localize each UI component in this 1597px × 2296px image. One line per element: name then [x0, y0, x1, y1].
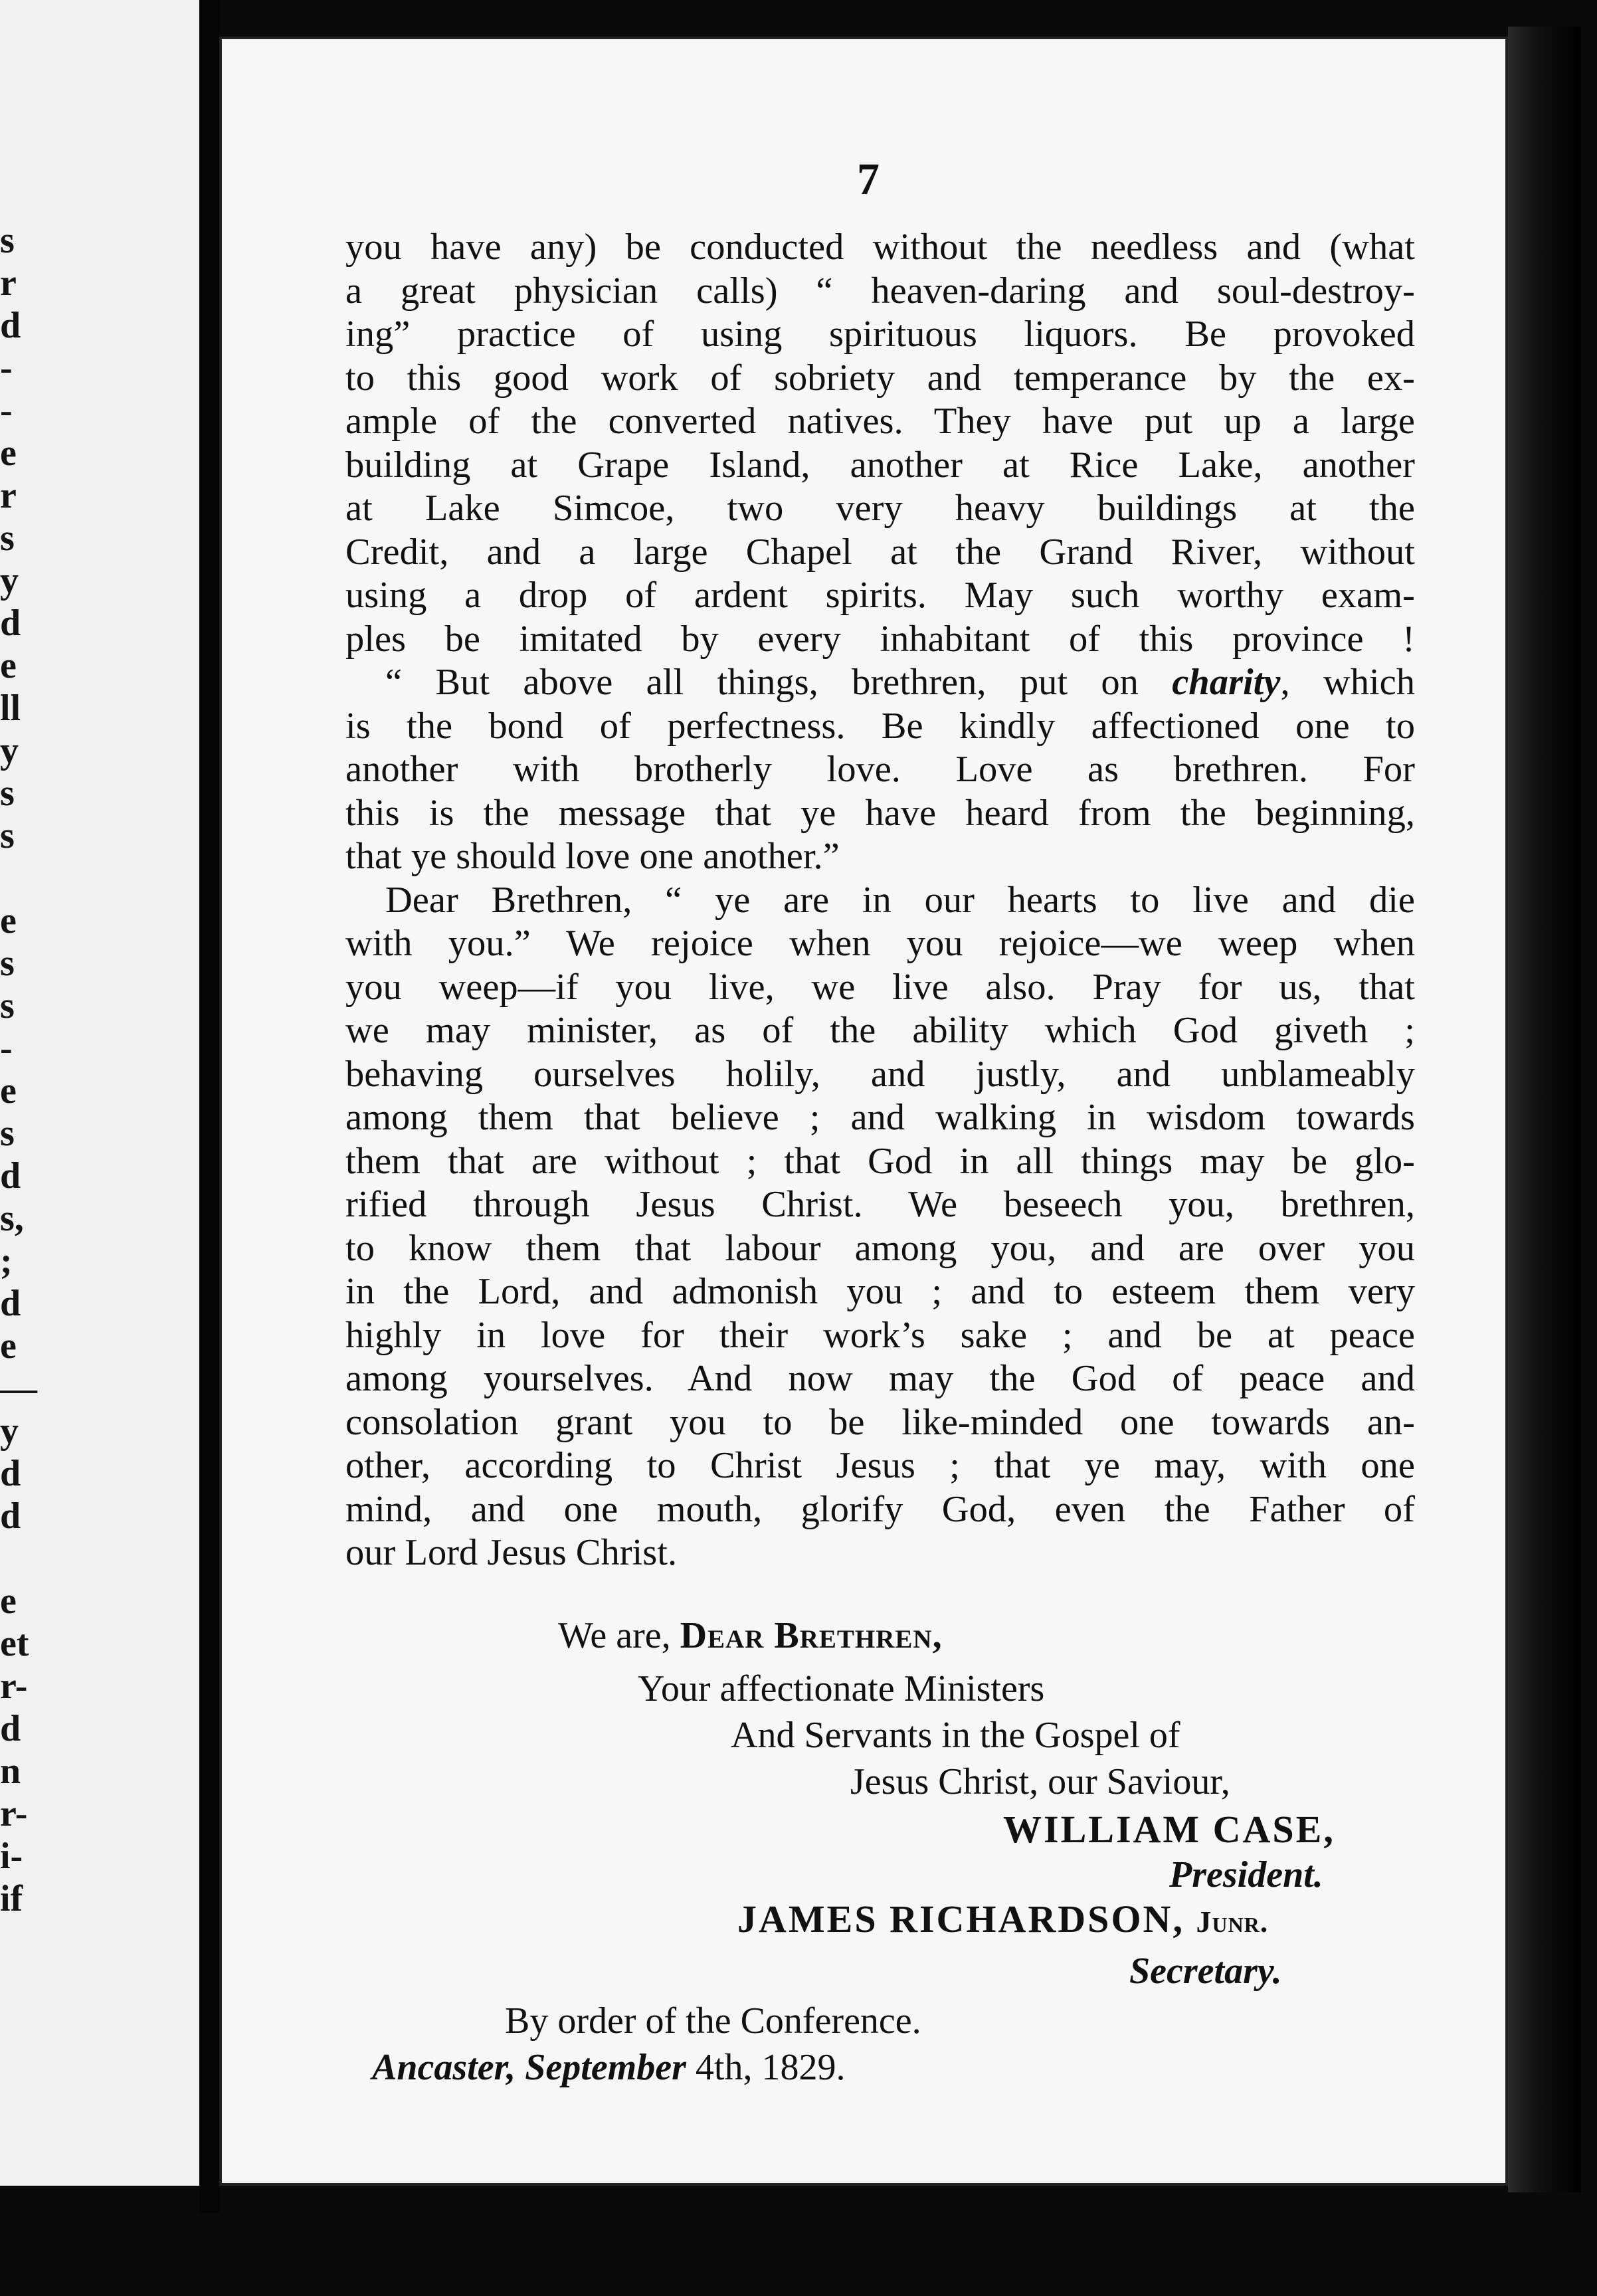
- text-line: among them that believe ; and walking in wisdom towards: [345, 1097, 1415, 1138]
- text-line: using a drop of ardent spirits. May such worthy exam-: [345, 575, 1415, 616]
- closing-line: Jesus Christ, our Saviour,: [850, 1761, 1230, 1802]
- text-line: [345, 661, 1415, 705]
- text-line: you weep—if you live, we live also. Pray for us, that: [345, 966, 1415, 1008]
- text-line: that ye should love one another.”: [345, 836, 840, 877]
- left-page-fragment: -: [0, 347, 13, 389]
- text-line: behaving ourselves holily, and justly, and unblameably: [345, 1053, 1415, 1095]
- signatory-name: JAMES RICHARDSON,: [737, 1897, 1196, 1941]
- text-line: another with brotherly love. Love as brethren. For: [345, 749, 1415, 790]
- left-page-fragment: ll: [0, 688, 21, 729]
- left-page-fragment: -: [0, 390, 13, 431]
- dear-brethren: Dear Brethren,: [680, 1615, 943, 1656]
- text-line: building at Grape Island, another at Rice Lake, another: [345, 444, 1415, 486]
- left-page-fragment: s: [0, 815, 15, 856]
- text-line: ample of the converted natives. They have put up a large: [345, 401, 1415, 442]
- left-page-fragments: [0, 219, 40, 1920]
- left-page-fragment: y: [0, 730, 19, 771]
- text-fragment: , which: [1280, 662, 1415, 703]
- text-line: we may minister, as of the ability which God giveth ;: [345, 1010, 1415, 1051]
- text-line: is the bond of perfectness. Be kindly affectioned one to: [345, 705, 1415, 747]
- left-page-fragment: r-: [0, 1666, 28, 1707]
- left-page-fragment: i-: [0, 1836, 23, 1877]
- letter-body: [345, 226, 1415, 1575]
- left-page-fragment: e: [0, 645, 17, 686]
- signatory-name-line: [737, 1897, 1268, 1941]
- left-page-fragment: y: [0, 560, 19, 601]
- left-page-fragment: s: [0, 943, 15, 984]
- page-edge: [1508, 27, 1581, 2192]
- left-page-fragment: d: [0, 1708, 21, 1749]
- text-line: to this good work of sobriety and temperance by the ex-: [345, 357, 1415, 399]
- left-page-fragment: [0, 1537, 40, 1580]
- text-line: rified through Jesus Christ. We beseech you, brethren,: [345, 1184, 1415, 1225]
- left-page-fragment: -: [0, 1028, 13, 1069]
- place-date: [372, 2046, 845, 2089]
- text-line: consolation grant you to be like-minded one towards an-: [345, 1401, 1415, 1443]
- left-page-fragment: —: [0, 1368, 37, 1409]
- text-line: at Lake Simcoe, two very heavy buildings at the: [345, 488, 1415, 529]
- text-line: ples be imitated by every inhabitant of this province !: [345, 618, 1415, 660]
- text-fragment: “ But above all things, brethren, put on: [385, 662, 1173, 703]
- text-line: other, according to Christ Jesus ; that ye may, with one: [345, 1445, 1415, 1486]
- left-page-fragment: e: [0, 1325, 17, 1367]
- left-page-fragment: r: [0, 262, 17, 304]
- text-line: ing” practice of using spirituous liquors. Be provoked: [345, 314, 1415, 355]
- left-page-fragment: r: [0, 475, 17, 516]
- text-line: mind, and one mouth, glorify God, even the Father of: [345, 1488, 1415, 1530]
- left-page-fragment: s,: [0, 1198, 24, 1239]
- left-page-fragment: n: [0, 1751, 21, 1792]
- left-page-fragment: d: [0, 1283, 21, 1324]
- left-page-fragment: ;: [0, 1240, 13, 1282]
- left-page-fragment: et: [0, 1623, 29, 1664]
- text-line: to know them that labour among you, and are over you: [345, 1227, 1415, 1269]
- left-page: [0, 0, 202, 2186]
- left-page-fragment: if: [0, 1878, 23, 1919]
- book-gutter: [199, 0, 219, 2212]
- text-line: them that are without ; that God in all things may be glo-: [345, 1140, 1415, 1182]
- conference-order: By order of the Conference.: [505, 2000, 921, 2042]
- left-page-fragment: d: [0, 1453, 21, 1494]
- text-line: with you.” We rejoice when you rejoice—we weep when: [345, 923, 1415, 964]
- left-page-fragment: e: [0, 1070, 17, 1111]
- text-line: you have any) be conducted without the needless and (what: [345, 227, 1415, 268]
- left-page-fragment: [0, 857, 40, 900]
- place-date-rest: 4th, 1829.: [686, 2047, 846, 2088]
- left-page-fragment: d: [0, 305, 21, 346]
- text-line: our Lord Jesus Christ.: [345, 1532, 678, 1573]
- closing-we-are: [558, 1614, 943, 1657]
- left-page-fragment: s: [0, 518, 15, 559]
- left-page-fragment: e: [0, 1580, 17, 1622]
- signatory-name: WILLIAM CASE,: [1003, 1808, 1335, 1851]
- text-line: a great physician calls) “ heaven-daring and soul-destroy-: [345, 270, 1415, 312]
- left-page-fragment: e: [0, 900, 17, 941]
- signatory-title: President.: [1169, 1854, 1323, 1895]
- text-line: Dear Brethren, “ ye are in our hearts to live and die: [385, 879, 1415, 921]
- closing-line: Your affectionate Ministers: [638, 1668, 1045, 1709]
- left-page-fragment: d: [0, 603, 21, 644]
- left-page-fragment: e: [0, 432, 17, 474]
- text-line: Credit, and a large Chapel at the Grand River, without: [345, 531, 1415, 573]
- closing-text: We are,: [558, 1615, 680, 1656]
- left-page-fragment: r-: [0, 1793, 28, 1834]
- charity-emphasis: charity: [1172, 662, 1281, 703]
- signatory-title: Secretary.: [1129, 1951, 1282, 1992]
- left-page-fragment: d: [0, 1495, 21, 1537]
- text-line: highly in love for their work’s sake ; and be at peace: [345, 1314, 1415, 1356]
- text-line: in the Lord, and admonish you ; and to esteem them very: [345, 1271, 1415, 1312]
- page-number: 7: [857, 153, 880, 204]
- left-page-fragment: y: [0, 1410, 19, 1452]
- left-page-fragment: s: [0, 220, 15, 261]
- name-suffix: Junr.: [1196, 1905, 1269, 1939]
- text-line: this is the message that ye have heard from the beginning,: [345, 792, 1415, 834]
- left-page-fragment: s: [0, 985, 15, 1026]
- left-page-fragment: s: [0, 773, 15, 814]
- left-page-fragment: s: [0, 1113, 15, 1154]
- place-date-italic: Ancaster, September: [372, 2047, 686, 2088]
- text-line: among yourselves. And now may the God of peace and: [345, 1358, 1415, 1399]
- closing-line: And Servants in the Gospel of: [731, 1715, 1180, 1756]
- left-page-fragment: d: [0, 1155, 21, 1196]
